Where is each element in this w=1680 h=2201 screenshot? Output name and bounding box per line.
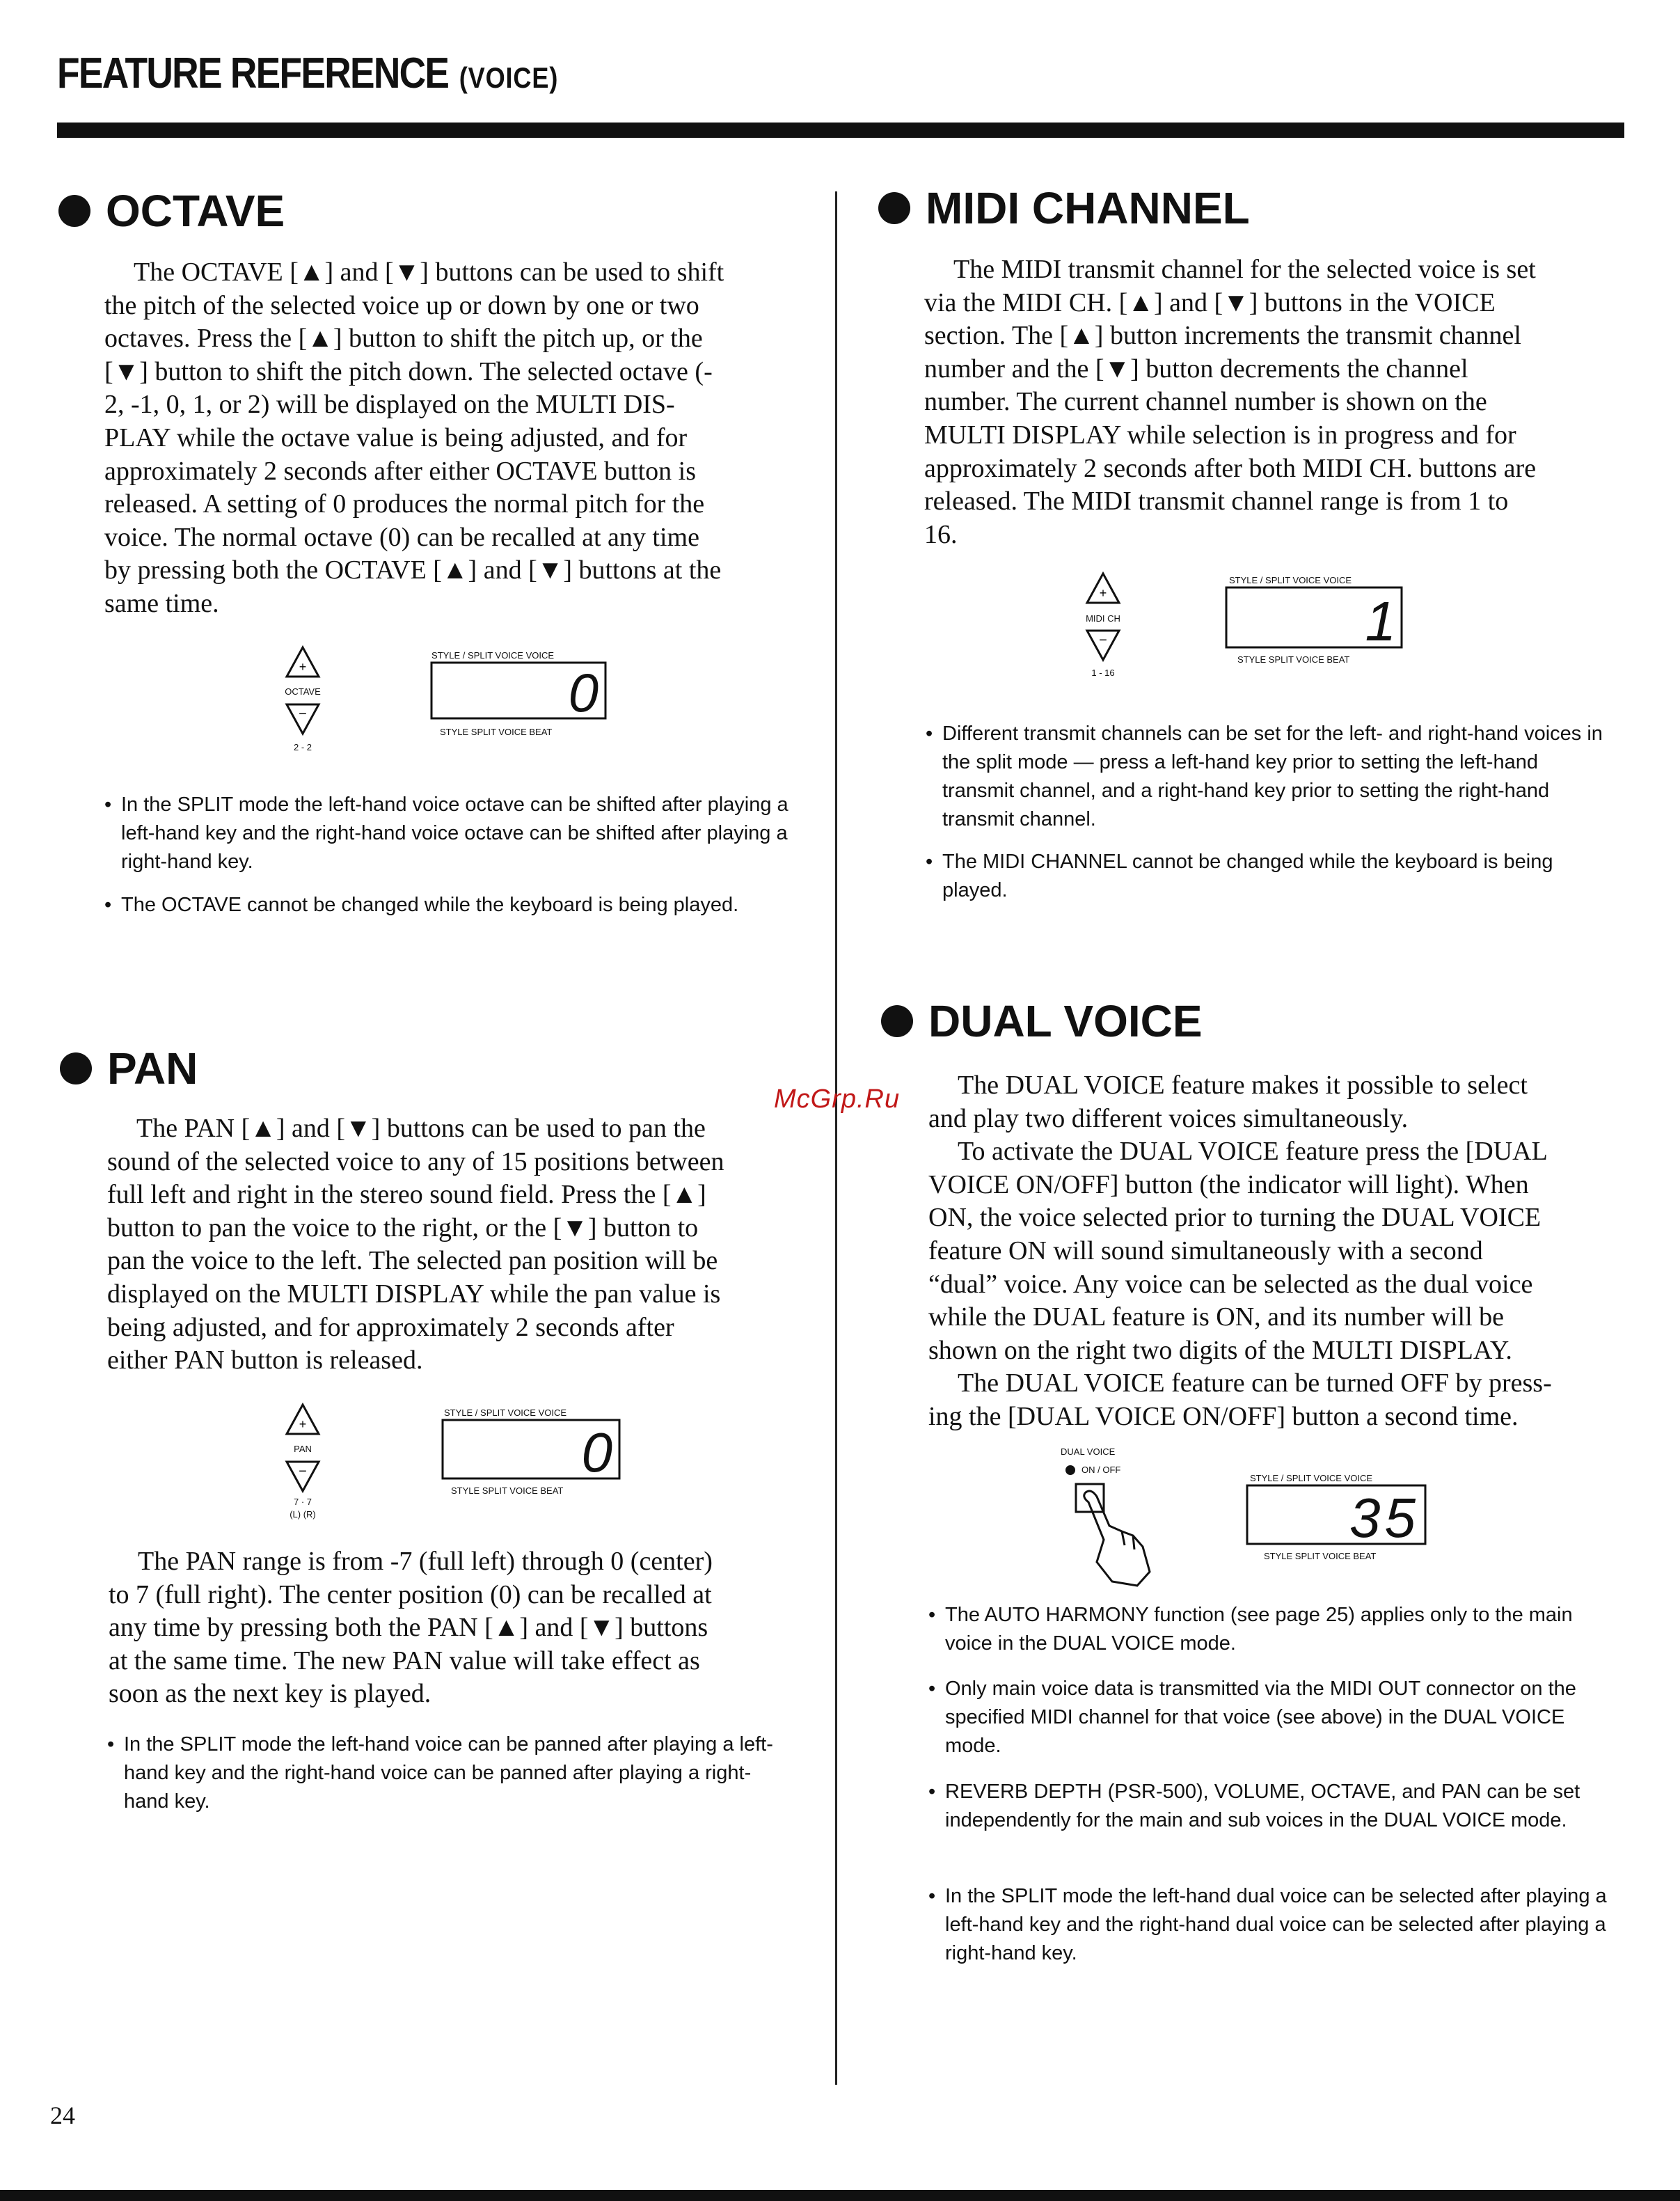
page-subtitle: (VOICE) (459, 61, 559, 94)
lcd-bottom-label: STYLE SPLIT VOICE BEAT (1264, 1551, 1377, 1561)
text-line: octaves. Press the [▲] button to shift the pitch up, or the (104, 324, 703, 354)
note-item: • The OCTAVE cannot be changed while the keyboard is being played. (104, 891, 789, 920)
midi-channel-body (924, 253, 1627, 551)
svg-text:−: − (299, 707, 307, 722)
text-line: same time. (104, 588, 219, 618)
text-line: the pitch of the selected voice up or down by one or two (104, 290, 699, 320)
lcd-digit: 0 (581, 1421, 612, 1483)
text-line: number. The current channel number is shown on the (924, 387, 1487, 417)
text-line: voice. The normal octave (0) can be recalled at any time (104, 522, 699, 552)
octave-diagram (264, 640, 626, 759)
note-item: • Only main voice data is transmitted via the MIDI OUT connector on the specified MIDI channel for that voice (see above) in the DUAL VOICE mode. (928, 1675, 1613, 1760)
note-item: • In the SPLIT mode the left-hand dual voice can be selected after playing a left-hand key and the right-hand dual voice can be selected after playing a right-hand key. (928, 1882, 1613, 1968)
text-line: and play two different voices simultaneously. (928, 1103, 1409, 1133)
text-line: To activate the DUAL VOICE feature press the [DUAL (958, 1137, 1548, 1167)
pan-up-icon (287, 1405, 319, 1434)
dual-voice-body (928, 1069, 1631, 1434)
text-line: VOICE ON/OFF] button (the indicator will light). When (928, 1169, 1529, 1199)
lcd-top-label: STYLE / SPLIT VOICE VOICE (1229, 575, 1352, 585)
pan-diagram (264, 1399, 640, 1531)
text-line: either PAN button is released. (107, 1346, 423, 1375)
text-line: number and the [▼] button decrements the channel (924, 354, 1468, 384)
text-line: [▼] button to shift the pitch down. The selected octave (- (104, 356, 713, 386)
note-item: • The MIDI CHANNEL cannot be changed while the keyboard is being played. (926, 848, 1603, 905)
page-title: FEATURE REFERENCE (57, 49, 449, 97)
text-line: released. The MIDI transmit channel range is from 1 to (924, 487, 1509, 516)
octave-body (104, 256, 800, 621)
text-line: 16. (924, 519, 958, 549)
lcd-bottom-label: STYLE SPLIT VOICE BEAT (451, 1485, 564, 1496)
heading-bullet-icon (881, 1005, 913, 1037)
section-heading-dual-voice: DUAL VOICE (881, 995, 1203, 1047)
svg-text:+: + (1099, 586, 1107, 600)
text-line: sound of the selected voice to any of 15 positions between (107, 1146, 724, 1176)
section-heading-midi-channel: MIDI CHANNEL (878, 182, 1250, 234)
heading-bullet-icon (58, 195, 90, 227)
header-rule (57, 123, 1624, 138)
text-line: The MIDI transmit channel for the selected voice is set (953, 255, 1536, 284)
heading-bullet-icon (60, 1052, 92, 1084)
text-line: by pressing both the OCTAVE [▲] and [▼] buttons at the (104, 555, 722, 585)
midi-ch-up-icon (1087, 574, 1119, 603)
text-line: 2, -1, 0, 1, or 2) will be displayed on the MULTI DIS- (104, 390, 675, 420)
text-line: to 7 (full right). The center position (0) can be recalled at (109, 1579, 712, 1609)
pan-range-label: 7 · 7 (293, 1497, 312, 1507)
text-line: being adjusted, and for approximately 2 seconds after (107, 1312, 674, 1342)
text-line: via the MIDI CH. [▲] and [▼] buttons in the VOICE (924, 287, 1496, 317)
text-line: shown on the right two digits of the MULTI DISPLAY. (928, 1335, 1512, 1365)
lcd-top-label: STYLE / SPLIT VOICE VOICE (431, 650, 555, 661)
note-item: • The AUTO HARMONY function (see page 25) applies only to the main voice in the DUAL VOICE mode. (928, 1601, 1613, 1658)
octave-button-label: OCTAVE (285, 686, 321, 697)
indicator-led-icon (1065, 1465, 1075, 1475)
dual-voice-button-label: DUAL VOICE (1061, 1446, 1116, 1457)
text-line: section. The [▲] button increments the transmit channel (924, 321, 1521, 351)
midi-ch-button-label: MIDI CH (1086, 613, 1120, 624)
text-line: ON, the voice selected prior to turning the DUAL VOICE (928, 1203, 1542, 1233)
note-item: • In the SPLIT mode the left-hand voice can be panned after playing a left-hand key and the right-hand voice can be panned after playing a right-hand key. (107, 1730, 792, 1816)
text-line: The OCTAVE [▲] and [▼] buttons can be used to shift (134, 258, 724, 287)
heading-bullet-icon (878, 192, 910, 224)
page-header (57, 49, 558, 98)
lcd-digit: 35 (1349, 1487, 1420, 1549)
watermark: McGrp.Ru (774, 1084, 901, 1114)
text-line: while the DUAL feature is ON, and its number will be (928, 1302, 1505, 1332)
text-line: approximately 2 seconds after either OCTAVE button is (104, 456, 697, 486)
text-line: feature ON will sound simultaneously with a second (928, 1236, 1483, 1265)
text-line: released. A setting of 0 produces the normal pitch for the (104, 489, 705, 519)
svg-text:+: + (299, 660, 307, 674)
lcd-bottom-label: STYLE SPLIT VOICE BEAT (1237, 654, 1350, 665)
footer-rule (0, 2190, 1680, 2201)
note-item: • REVERB DEPTH (PSR-500), VOLUME, OCTAVE, and PAN can be set independently for the main and sub voices in the DUAL VOICE mode. (928, 1778, 1613, 1835)
pan-range-lr-label: (L) (R) (290, 1509, 316, 1520)
text-line: displayed on the MULTI DISPLAY while the pan value is (107, 1279, 721, 1309)
text-line: ing the [DUAL VOICE ON/OFF] button a second time. (928, 1401, 1519, 1431)
text-line: button to pan the voice to the right, or the [▼] button to (107, 1213, 699, 1242)
note-item: • Different transmit channels can be set for the left- and right-hand voices in the split mode — press a left-hand key prior to setting the left-hand transmit channel, and a right-hand key prior to setting the right-hand transmit channel. (926, 720, 1603, 834)
lcd-top-label: STYLE / SPLIT VOICE VOICE (1250, 1473, 1373, 1483)
note-item: • In the SPLIT mode the left-hand voice octave can be shifted after playing a left-hand key and the right-hand voice octave can be shifted after playing a right-hand key. (104, 791, 789, 876)
section-heading-pan: PAN (60, 1043, 198, 1094)
dual-voice-onoff-label: ON / OFF (1081, 1465, 1121, 1475)
octave-down-icon (287, 704, 319, 734)
lcd-bottom-label: STYLE SPLIT VOICE BEAT (440, 727, 553, 737)
text-line: The PAN range is from -7 (full left) through 0 (center) (138, 1547, 713, 1576)
text-line: approximately 2 seconds after both MIDI CH. buttons are (924, 453, 1537, 483)
pan-button-label: PAN (294, 1444, 312, 1454)
text-line: PLAY while the octave value is being adjusted, and for (104, 423, 688, 452)
svg-text:+: + (299, 1417, 307, 1431)
text-line: any time by pressing both the PAN [▲] and [▼] buttons (109, 1613, 708, 1643)
midi-ch-range-label: 1 - 16 (1091, 668, 1115, 678)
text-line: full left and right in the stereo sound field. Press the [▲] (107, 1180, 706, 1210)
text-line: The DUAL VOICE feature makes it possible to select (958, 1071, 1528, 1100)
text-line: MULTI DISPLAY while selection is in progress and for (924, 420, 1516, 450)
page-number: 24 (50, 2101, 75, 2129)
lcd-digit: 0 (568, 662, 599, 723)
pan-down-icon (287, 1462, 319, 1491)
lcd-top-label: STYLE / SPLIT VOICE VOICE (444, 1407, 567, 1418)
pan-body (107, 1112, 810, 1378)
dual-voice-diagram (1055, 1442, 1445, 1595)
text-line: The DUAL VOICE feature can be turned OFF by press- (958, 1368, 1552, 1398)
octave-up-icon (287, 647, 319, 677)
text-line: “dual” voice. Any voice can be selected as the dual voice (928, 1269, 1533, 1299)
octave-range-label: 2 - 2 (293, 742, 312, 752)
text-line: The PAN [▲] and [▼] buttons can be used to pan the (136, 1114, 706, 1143)
lcd-digit: 1 (1365, 590, 1396, 652)
midi-ch-down-icon (1087, 631, 1119, 660)
pan-body-2 (109, 1545, 811, 1711)
section-heading-octave: OCTAVE (58, 185, 285, 237)
text-line: pan the voice to the left. The selected pan position will be (107, 1246, 718, 1276)
svg-text:−: − (1099, 633, 1107, 648)
text-line: at the same time. The new PAN value will take effect as (109, 1646, 700, 1675)
midi-channel-diagram (1065, 568, 1413, 686)
svg-text:−: − (299, 1464, 307, 1479)
text-line: soon as the next key is played. (109, 1679, 431, 1709)
column-divider (835, 191, 837, 2085)
